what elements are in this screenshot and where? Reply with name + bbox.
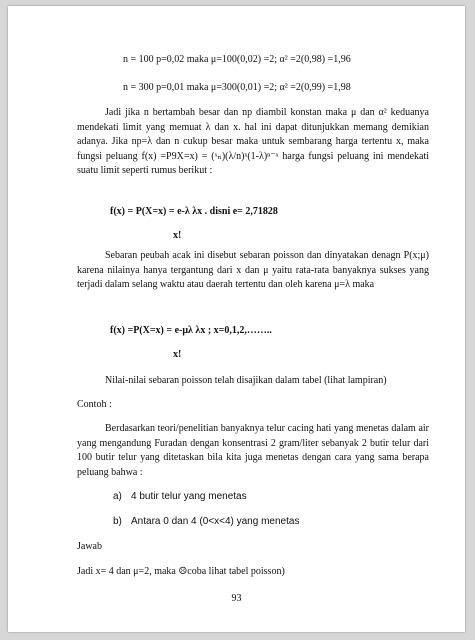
example-heading: Contoh : — [77, 399, 112, 410]
list-item-a — [113, 490, 247, 505]
answer-heading: Jawab — [77, 541, 102, 552]
formula-poisson-1: f(x) = P(X=x) = e-λ λx . disni e= 2,71828 — [110, 206, 278, 217]
paragraph-poisson — [77, 249, 429, 293]
answer-line: Jadi x= 4 dan μ=2, maka ☹coba lihat tabel poisson) — [77, 566, 285, 577]
example-line-2: n = 300 p=0,01 maka μ=300(0,01) =2; α² =2(0,99) =1,98 — [123, 82, 351, 93]
paragraph-table-note: Nilai-nilai sebaran poisson telah disajikan dalam tabel (lihat lampiran) — [105, 375, 387, 386]
example-line-1: n = 100 p=0,02 maka μ=100(0,02) =2; α² =2(0,98) =1,96 — [123, 54, 351, 65]
page-content — [8, 6, 465, 632]
paragraph-poisson-text: Sebaran peubah acak ini disebut sebaran poisson dan dinyatakan denagn P(x;μ) karena nilainya hanya tergantung dari x dan μ yaitu rata-rata banyaknya sukses yang terjadi dalam selang waktu atau daerah tertentu dan oleh karena μ=λ maka — [77, 250, 429, 290]
paragraph-example — [77, 422, 429, 480]
formula-poisson-2-denominator: x! — [173, 349, 182, 360]
paragraph-example-text: Berdasarkan teori/penelitian banyaknya telur cacing hati yang menetas dalam air yang mengandung Furadan dengan konsentrasi 2 gram/liter sebanyak 2 butir telur dari 100 butir telur yang ditetaskan bila kita juga menetas dengan cara yang sama berapa peluang bahwa : — [77, 423, 429, 478]
formula-poisson-1-denominator: x! — [173, 230, 182, 241]
paragraph-limit-text: Jadi jika n bertambah besar dan np diambil konstan maka μ dan α² keduanya mendekati limit yang memuat λ dan x. hal ini dapat ditunjukkan memang demikian adanya. Jika np=λ dan n cukup besar maka untuk sembarang harga tertentu x, maka fungsi peluang f(x) =P9X=x) = (ˣₙ)(λ/n)ˣ(1-λ)ⁿ⁻ˣ harga fungsi peluang ini mendekati suatu limit seperti rumus berikut : — [77, 107, 429, 176]
page-number: 93 — [231, 593, 242, 604]
document-page — [8, 6, 465, 632]
list-marker-a: a) — [113, 491, 122, 502]
formula-poisson-2: f(x) =P(X=x) = e-μλ λx ; x=0,1,2,…….. — [110, 325, 272, 336]
list-marker-b: b) — [113, 516, 122, 527]
paragraph-limit — [77, 106, 429, 179]
list-item-a-text: 4 butir telur yang menetas — [131, 491, 247, 502]
list-item-b-text: Antara 0 dan 4 (0<x<4) yang menetas — [131, 516, 300, 527]
list-item-b — [113, 515, 299, 530]
